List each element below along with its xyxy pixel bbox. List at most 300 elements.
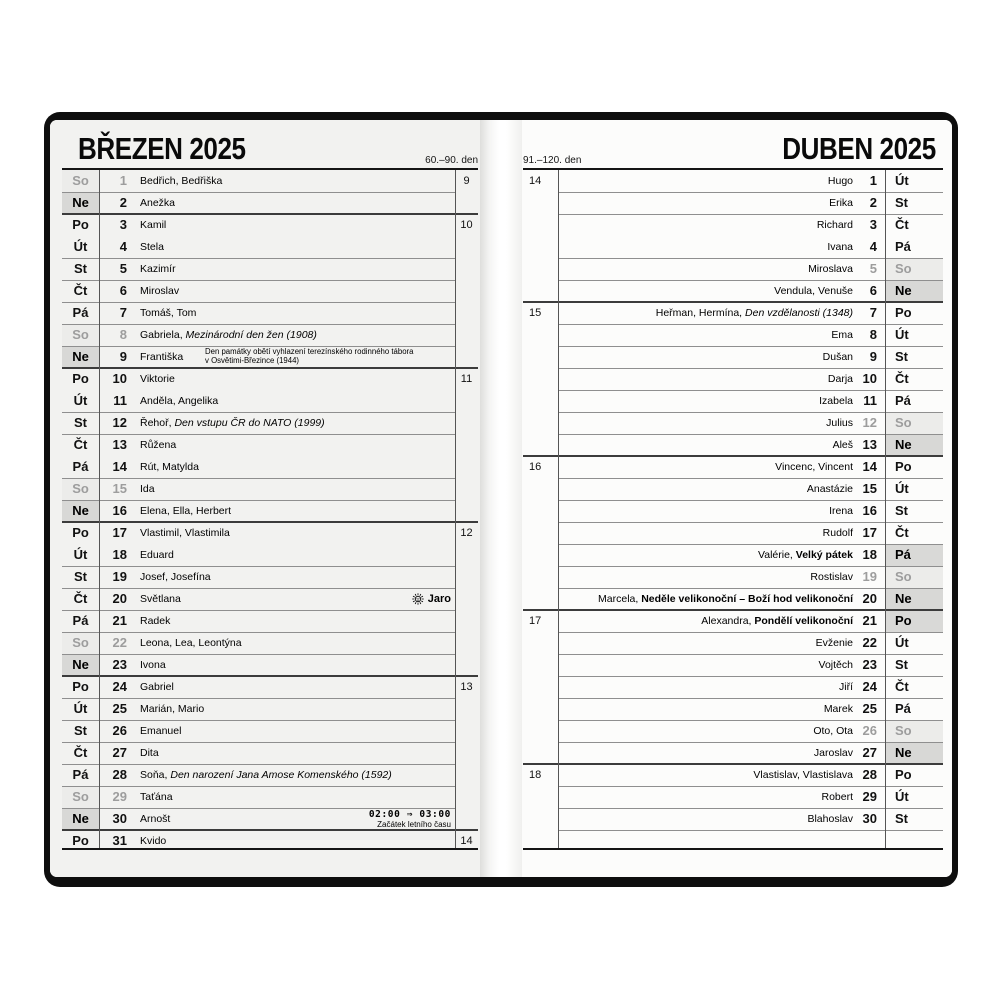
dow-cell: So bbox=[885, 258, 943, 280]
day-row bbox=[523, 742, 943, 764]
day-number: 18 bbox=[112, 547, 127, 562]
name-text: Gabriel bbox=[140, 681, 174, 693]
day-row bbox=[523, 236, 943, 258]
day-separator-line bbox=[62, 566, 455, 567]
day-number: 10 bbox=[862, 371, 877, 386]
day-number: 1 bbox=[119, 173, 127, 188]
public-holiday-label: Pondělí velikonoční bbox=[754, 615, 853, 627]
name-day-text bbox=[568, 786, 853, 808]
name-day-text bbox=[568, 368, 853, 390]
day-separator-line bbox=[62, 434, 455, 435]
name-text: Rút, Matylda bbox=[140, 461, 199, 473]
name-text: Rostislav bbox=[810, 571, 853, 583]
name-text: Ida bbox=[140, 483, 155, 495]
dow-cell: Út bbox=[73, 547, 88, 562]
dow-cell: Pá bbox=[72, 767, 89, 782]
name-day-text bbox=[140, 742, 450, 764]
dow-cell: So bbox=[62, 632, 99, 654]
day-number: 23 bbox=[862, 657, 877, 672]
name-text: Miroslava bbox=[808, 263, 853, 275]
dow-cell: Čt bbox=[73, 591, 88, 606]
day-row bbox=[523, 654, 943, 676]
day-separator-line bbox=[62, 808, 455, 809]
day-row bbox=[62, 236, 478, 258]
name-day-text bbox=[140, 412, 450, 434]
name-text: Taťána bbox=[140, 791, 173, 803]
calendar-table-march bbox=[62, 168, 478, 850]
name-text: Julius bbox=[826, 417, 853, 429]
week-separator-line bbox=[523, 763, 943, 765]
day-row bbox=[62, 368, 478, 390]
grid-vline bbox=[885, 170, 886, 848]
week-separator-line bbox=[62, 675, 478, 677]
dow-cell: Ne bbox=[62, 808, 99, 830]
significant-day-label: Den narození Jana Amose Komenského (1592) bbox=[170, 769, 392, 781]
name-day-text bbox=[568, 456, 853, 478]
dow-cell: Út bbox=[73, 393, 88, 408]
week-number: 14 bbox=[460, 835, 473, 847]
day-row bbox=[62, 324, 478, 346]
day-row bbox=[62, 808, 478, 830]
name-text: Světlana bbox=[140, 593, 181, 605]
day-number: 7 bbox=[119, 305, 127, 320]
name-text: Robert bbox=[821, 791, 853, 803]
name-day-text bbox=[140, 632, 450, 654]
name-text: Dita bbox=[140, 747, 159, 759]
name-day-text bbox=[140, 324, 450, 346]
day-row bbox=[62, 258, 478, 280]
day-number: 10 bbox=[112, 371, 127, 386]
dow-cell: Ne bbox=[62, 500, 99, 522]
week-separator-line bbox=[62, 213, 478, 215]
name-text: Bedřich, Bedřiška bbox=[140, 175, 223, 187]
dow-cell: So bbox=[62, 324, 99, 346]
day-row bbox=[62, 632, 478, 654]
day-separator-line bbox=[62, 478, 455, 479]
name-day-text bbox=[140, 390, 450, 412]
day-row bbox=[62, 742, 478, 764]
day-row bbox=[62, 830, 478, 852]
name-day-text bbox=[568, 214, 853, 236]
name-text: Ivana bbox=[827, 241, 853, 253]
week-number: 10 bbox=[460, 219, 473, 231]
dow-cell: St bbox=[895, 195, 908, 210]
day-row bbox=[523, 698, 943, 720]
day-number: 4 bbox=[119, 239, 127, 254]
day-row bbox=[523, 346, 943, 368]
dow-cell: Pá bbox=[885, 544, 943, 566]
name-day-text bbox=[568, 236, 853, 258]
day-row bbox=[62, 566, 478, 588]
week-number: 16 bbox=[529, 461, 542, 473]
dow-cell: Čt bbox=[895, 371, 909, 386]
name-text: Evženie bbox=[815, 637, 853, 649]
name-day-text bbox=[140, 500, 450, 522]
day-number: 4 bbox=[869, 239, 877, 254]
name-day-text bbox=[568, 720, 853, 742]
week-number: 15 bbox=[529, 307, 542, 319]
significant-day-label: Den vzdělanosti (1348) bbox=[745, 307, 853, 319]
day-row bbox=[62, 478, 478, 500]
dow-cell: Út bbox=[895, 327, 909, 342]
name-day-text bbox=[568, 676, 853, 698]
day-row bbox=[523, 500, 943, 522]
name-text: Marek bbox=[823, 703, 853, 715]
name-day-text bbox=[568, 346, 853, 368]
dow-cell: Po bbox=[895, 305, 912, 320]
dow-cell: Pá bbox=[895, 239, 911, 254]
day-row bbox=[523, 522, 943, 544]
name-day-text bbox=[568, 280, 853, 302]
name-day-text bbox=[140, 588, 450, 610]
name-text: Anežka bbox=[140, 197, 176, 209]
name-day-text bbox=[140, 280, 450, 302]
name-text: Miroslav bbox=[140, 285, 180, 297]
day-number: 27 bbox=[112, 745, 127, 760]
name-day-text bbox=[568, 544, 853, 566]
name-day-text bbox=[568, 324, 853, 346]
day-number: 1 bbox=[869, 173, 877, 188]
memorial-note-line: Den památky obětí vyhlazení terezínského rodinného tábora bbox=[205, 347, 414, 356]
name-text: Františka bbox=[140, 351, 184, 363]
dow-cell: Pá bbox=[895, 393, 911, 408]
day-number: 27 bbox=[862, 745, 877, 760]
name-day-text bbox=[568, 764, 853, 786]
day-separator-line bbox=[62, 412, 455, 413]
name-text: Arnošt bbox=[140, 813, 171, 825]
week-separator-line bbox=[62, 367, 478, 369]
day-number: 26 bbox=[112, 723, 127, 738]
name-day-text bbox=[140, 302, 450, 324]
name-day-text bbox=[140, 786, 450, 808]
calendar-table-april bbox=[523, 168, 943, 850]
dow-cell: Pá bbox=[72, 305, 89, 320]
name-day-text bbox=[568, 632, 853, 654]
week-separator-line bbox=[523, 301, 943, 303]
day-row bbox=[523, 170, 943, 192]
dow-cell: Po bbox=[72, 833, 89, 848]
name-day-text bbox=[140, 170, 450, 192]
name-text: Izabela bbox=[819, 395, 853, 407]
name-day-text bbox=[568, 390, 853, 412]
memorial-note-line: v Osvětimi-Březince (1944) bbox=[205, 355, 300, 365]
name-text: Jiří bbox=[839, 681, 853, 693]
day-number: 17 bbox=[112, 525, 127, 540]
month-title-march: BŘEZEN 2025 bbox=[78, 131, 246, 166]
dow-cell: Ne bbox=[62, 192, 99, 214]
memorial-note bbox=[205, 348, 413, 366]
day-number: 3 bbox=[119, 217, 127, 232]
dow-cell: So bbox=[885, 566, 943, 588]
name-text: Leona, Lea, Leontýna bbox=[140, 637, 242, 649]
dow-cell: Po bbox=[895, 459, 912, 474]
name-text: Ivona bbox=[140, 659, 166, 671]
day-row bbox=[523, 786, 943, 808]
day-row bbox=[523, 632, 943, 654]
name-text: Anděla, Angelika bbox=[140, 395, 219, 407]
dow-cell: Ne bbox=[885, 434, 943, 456]
name-day-text bbox=[140, 654, 450, 676]
day-row bbox=[523, 434, 943, 456]
week-number: 9 bbox=[463, 175, 470, 187]
day-number: 24 bbox=[112, 679, 127, 694]
day-row bbox=[523, 412, 943, 434]
dow-cell: Út bbox=[895, 481, 909, 496]
day-row bbox=[62, 170, 478, 192]
day-number: 7 bbox=[869, 305, 877, 320]
day-separator-line bbox=[62, 698, 455, 699]
dow-cell: Čt bbox=[895, 679, 909, 694]
week-number: 11 bbox=[460, 373, 473, 385]
name-text: Darja bbox=[827, 373, 853, 385]
name-day-text bbox=[140, 720, 450, 742]
day-number: 3 bbox=[869, 217, 877, 232]
grid-vline bbox=[455, 170, 456, 848]
week-number: 14 bbox=[529, 175, 542, 187]
day-row bbox=[523, 808, 943, 830]
day-number: 29 bbox=[112, 789, 127, 804]
dow-cell: Po bbox=[895, 767, 912, 782]
name-day-text bbox=[140, 456, 450, 478]
significant-day-label: Den vstupu ČR do NATO (1999) bbox=[174, 417, 325, 429]
dow-cell: So bbox=[885, 412, 943, 434]
day-number: 16 bbox=[112, 503, 127, 518]
name-text: Elena, Ella, Herbert bbox=[140, 505, 232, 517]
dow-cell: Út bbox=[73, 701, 88, 716]
day-separator-line bbox=[62, 192, 455, 193]
day-number: 23 bbox=[112, 657, 127, 672]
dow-cell: St bbox=[895, 811, 908, 826]
dow-cell: Čt bbox=[73, 437, 88, 452]
day-number: 15 bbox=[112, 481, 127, 496]
name-text: Aleš bbox=[832, 439, 853, 451]
day-number: 30 bbox=[862, 811, 877, 826]
day-range-april: 91.–120. den bbox=[523, 155, 582, 166]
dow-cell: St bbox=[74, 261, 87, 276]
name-day-text bbox=[568, 258, 853, 280]
day-number: 2 bbox=[119, 195, 127, 210]
name-text: Oto, Ota bbox=[813, 725, 853, 737]
day-number: 24 bbox=[862, 679, 877, 694]
day-row bbox=[523, 588, 943, 610]
diary-cover bbox=[44, 112, 958, 887]
day-separator-line bbox=[62, 720, 455, 721]
dow-cell: St bbox=[895, 657, 908, 672]
name-text: Marián, Mario bbox=[140, 703, 205, 715]
day-number: 22 bbox=[112, 635, 127, 650]
dow-cell: Ne bbox=[885, 742, 943, 764]
dow-cell: So bbox=[885, 720, 943, 742]
name-day-text bbox=[568, 412, 853, 434]
dow-cell: Čt bbox=[895, 525, 909, 540]
public-holiday-label: Velký pátek bbox=[795, 549, 853, 561]
name-text: Růžena bbox=[140, 439, 177, 451]
day-separator-line bbox=[62, 786, 455, 787]
name-text: Anastázie bbox=[806, 483, 853, 495]
month-title-april: DUBEN 2025 bbox=[782, 131, 936, 166]
day-separator-line bbox=[62, 324, 455, 325]
dow-cell: Čt bbox=[895, 217, 909, 232]
day-separator-line bbox=[62, 632, 455, 633]
day-row bbox=[62, 544, 478, 566]
sun-icon bbox=[411, 592, 425, 606]
name-text: Richard bbox=[816, 219, 853, 231]
grid-vline bbox=[558, 170, 559, 848]
day-separator-line bbox=[62, 610, 455, 611]
day-number: 6 bbox=[119, 283, 127, 298]
name-day-text bbox=[568, 434, 853, 456]
dow-cell: Po bbox=[885, 610, 943, 632]
day-number: 8 bbox=[869, 327, 877, 342]
name-text: Dušan bbox=[822, 351, 853, 363]
day-separator-line bbox=[62, 654, 455, 655]
day-number: 21 bbox=[112, 613, 127, 628]
name-text: Erika bbox=[829, 197, 853, 209]
dow-cell: Pá bbox=[72, 459, 89, 474]
day-row bbox=[523, 258, 943, 280]
day-number: 31 bbox=[112, 833, 127, 848]
public-holiday-label: Neděle velikonoční – Boží hod velikonoční bbox=[641, 593, 853, 605]
significant-day-label: Mezinárodní den žen (1908) bbox=[185, 329, 317, 341]
dst-time: 02:00 ⇒ 03:00 bbox=[368, 809, 451, 820]
day-number: 12 bbox=[112, 415, 127, 430]
dow-cell: St bbox=[74, 723, 87, 738]
name-text: Alexandra, bbox=[701, 615, 755, 627]
name-day-text bbox=[140, 764, 450, 786]
day-row bbox=[523, 544, 943, 566]
name-day-text bbox=[568, 192, 853, 214]
name-day-text bbox=[568, 302, 853, 324]
day-row bbox=[62, 588, 478, 610]
name-text: Vlastimil, Vlastimila bbox=[140, 527, 230, 539]
day-row bbox=[62, 764, 478, 786]
day-row bbox=[62, 720, 478, 742]
day-number: 15 bbox=[862, 481, 877, 496]
name-day-text bbox=[140, 236, 450, 258]
day-number: 25 bbox=[862, 701, 877, 716]
day-row bbox=[62, 786, 478, 808]
day-row bbox=[62, 280, 478, 302]
day-separator-line bbox=[62, 258, 455, 259]
week-number: 18 bbox=[529, 769, 542, 781]
name-text: Blahoslav bbox=[807, 813, 853, 825]
day-number: 9 bbox=[119, 349, 127, 364]
page-spine bbox=[480, 120, 522, 877]
dst-label: Začátek letního času bbox=[377, 820, 451, 829]
dow-cell: Čt bbox=[73, 283, 88, 298]
day-number: 5 bbox=[119, 261, 127, 276]
grid-vline bbox=[99, 170, 100, 848]
name-text: Kazimír bbox=[140, 263, 176, 275]
day-number: 16 bbox=[862, 503, 877, 518]
day-number: 6 bbox=[869, 283, 877, 298]
week-separator-line bbox=[62, 521, 478, 523]
dow-cell: So bbox=[62, 170, 99, 192]
name-text: Jaroslav bbox=[813, 747, 853, 759]
season-marker bbox=[411, 588, 451, 610]
dow-cell: St bbox=[74, 415, 87, 430]
dow-cell: Ne bbox=[885, 588, 943, 610]
dow-cell: Ne bbox=[62, 346, 99, 368]
day-separator-line bbox=[62, 764, 455, 765]
name-text: Emanuel bbox=[140, 725, 182, 737]
name-text: Kamil bbox=[140, 219, 167, 231]
day-row bbox=[62, 610, 478, 632]
day-number: 26 bbox=[862, 723, 877, 738]
name-day-text bbox=[568, 478, 853, 500]
name-text: Vendula, Venuše bbox=[774, 285, 853, 297]
day-row bbox=[523, 390, 943, 412]
name-day-text bbox=[568, 170, 853, 192]
dow-cell: Út bbox=[895, 789, 909, 804]
dow-cell: Pá bbox=[895, 701, 911, 716]
name-text: Soňa, bbox=[140, 769, 171, 781]
day-row bbox=[62, 434, 478, 456]
day-row bbox=[62, 676, 478, 698]
name-day-text bbox=[568, 808, 853, 830]
day-row bbox=[523, 302, 943, 324]
day-row bbox=[523, 478, 943, 500]
dow-cell: Čt bbox=[73, 745, 88, 760]
name-text: Radek bbox=[140, 615, 171, 627]
day-row bbox=[62, 500, 478, 522]
day-number: 28 bbox=[112, 767, 127, 782]
dow-cell: Po bbox=[72, 217, 89, 232]
name-text: Vojtěch bbox=[818, 659, 853, 671]
week-number: 13 bbox=[460, 681, 473, 693]
day-number: 19 bbox=[112, 569, 127, 584]
dow-cell: Pá bbox=[72, 613, 89, 628]
name-text: Řehoř, bbox=[140, 417, 175, 429]
name-day-text bbox=[140, 192, 450, 214]
name-day-text bbox=[140, 478, 450, 500]
day-separator-line bbox=[62, 280, 455, 281]
week-separator-line bbox=[62, 829, 478, 831]
day-number: 20 bbox=[112, 591, 127, 606]
day-number: 17 bbox=[862, 525, 877, 540]
day-separator-line bbox=[62, 588, 455, 589]
day-separator-line bbox=[62, 742, 455, 743]
day-row bbox=[62, 456, 478, 478]
day-range-march: 60.–90. den bbox=[425, 155, 478, 166]
day-number: 11 bbox=[113, 393, 127, 408]
day-row bbox=[62, 302, 478, 324]
name-day-text bbox=[568, 588, 853, 610]
day-row bbox=[523, 720, 943, 742]
day-separator-line bbox=[62, 346, 455, 347]
name-day-text bbox=[140, 522, 450, 544]
day-number: 2 bbox=[869, 195, 877, 210]
name-text: Vlastislav, Vlastislava bbox=[753, 769, 853, 781]
name-text: Ema bbox=[831, 329, 853, 341]
name-day-text bbox=[568, 522, 853, 544]
day-number: 14 bbox=[862, 459, 877, 474]
name-day-text bbox=[568, 742, 853, 764]
name-day-text bbox=[140, 368, 450, 390]
dow-cell: Po bbox=[72, 679, 89, 694]
day-number: 20 bbox=[862, 591, 877, 606]
dow-cell: So bbox=[62, 478, 99, 500]
dst-note bbox=[369, 810, 451, 830]
day-row bbox=[62, 412, 478, 434]
day-row bbox=[523, 192, 943, 214]
open-spread bbox=[50, 120, 952, 877]
season-label: Jaro bbox=[427, 593, 451, 605]
day-separator-line bbox=[62, 302, 455, 303]
name-text: Heřman, Hermína, bbox=[655, 307, 746, 319]
name-text: Irena bbox=[829, 505, 853, 517]
week-separator-line bbox=[523, 609, 943, 611]
